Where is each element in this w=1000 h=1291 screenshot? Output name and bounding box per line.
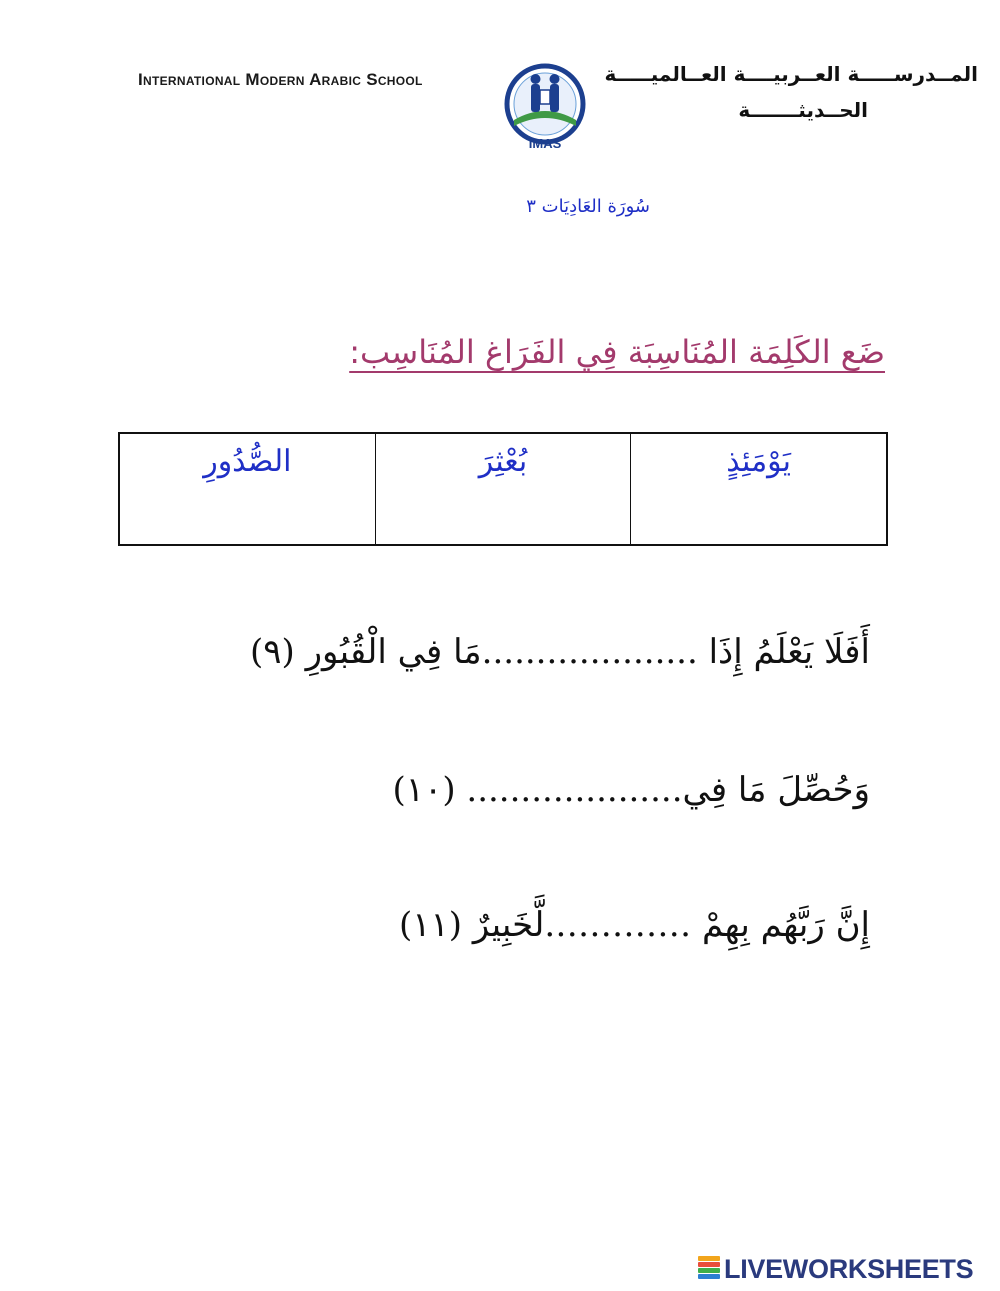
school-logo [500, 62, 590, 152]
word-bank-cell[interactable]: بُعْثِرَ [375, 434, 631, 544]
word-bank-table [118, 432, 888, 546]
liveworksheets-brand [698, 1252, 994, 1286]
liveworksheets-logo-icon [698, 1256, 720, 1282]
instruction-heading: ضَع الكَلِمَة المُنَاسِبَة فِي الفَرَاغ المُنَاسِب: [349, 333, 885, 371]
surah-title: سُورَة العَادِيَات ٣ [526, 196, 650, 217]
question-11: إِنَّ رَبَّهُم بِهِمْ ………….لَّخَبِيرٌ (١١) [398, 905, 870, 945]
logo-text: IMAS [528, 136, 562, 151]
liveworksheets-wordmark: LIVEWORKSHEETS [724, 1253, 974, 1284]
school-name-english: International Modern Arabic School [138, 70, 423, 89]
school-name-arabic-line2: الحــديثـــــــة [738, 98, 868, 122]
school-name-arabic-line1: المــدرســـــة العــربيــــة العــالميـــــة [604, 62, 978, 86]
word-bank-cell[interactable]: يَوْمَئِذٍ [630, 434, 886, 544]
word-bank-cell[interactable]: الصُّدُورِ [203, 444, 292, 479]
question-9: أَفَلَا يَعْلَمُ إِذَا ....................مَا فِي الْقُبُورِ (٩) [250, 632, 870, 672]
question-10: وَحُصِّلَ مَا فِي.................... (١٠) [392, 770, 870, 810]
